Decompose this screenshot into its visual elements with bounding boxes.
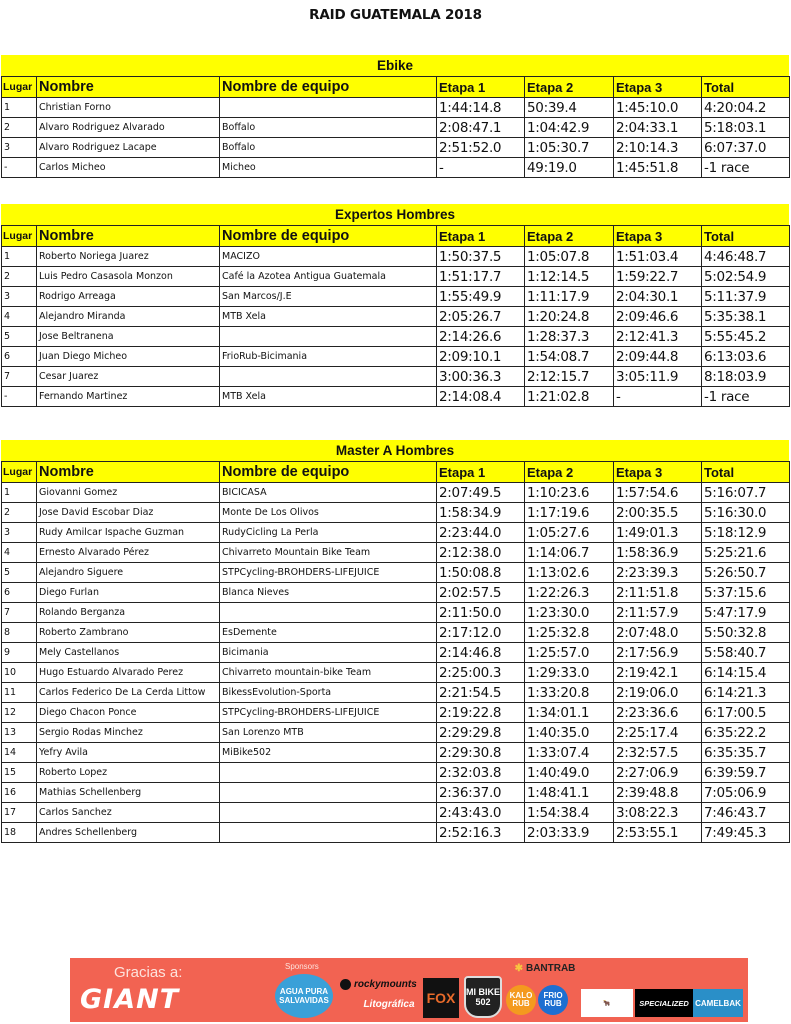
cell-etapa3: 2:09:46.6 — [614, 307, 702, 327]
cell-lugar: 14 — [2, 743, 37, 763]
cell-total: 5:16:30.0 — [702, 503, 790, 523]
cell-nombre: Roberto Zambrano — [37, 623, 220, 643]
cell-equipo: San Lorenzo MTB — [220, 723, 437, 743]
cell-lugar: 16 — [2, 783, 37, 803]
results-table — [1, 225, 790, 407]
column-header-equipo: Nombre de equipo — [220, 462, 437, 483]
fox-logo: FOX — [423, 978, 459, 1018]
cell-equipo: Micheo — [220, 158, 437, 178]
column-header-etapa1: Etapa 1 — [437, 462, 525, 483]
cell-lugar: 6 — [2, 347, 37, 367]
cell-lugar: 3 — [2, 138, 37, 158]
table-row — [2, 367, 790, 387]
table-row — [2, 267, 790, 287]
cell-etapa1: 2:11:50.0 — [437, 603, 525, 623]
cell-etapa2: 1:40:49.0 — [525, 763, 614, 783]
cell-etapa1: 2:05:26.7 — [437, 307, 525, 327]
bantrab-star-icon: ✱ — [514, 962, 523, 974]
table-row — [2, 158, 790, 178]
table-row — [2, 643, 790, 663]
cell-etapa3: 1:45:51.8 — [614, 158, 702, 178]
cell-etapa2: 1:05:07.8 — [525, 247, 614, 267]
cell-total: 6:14:15.4 — [702, 663, 790, 683]
category-title: Master A Hombres — [1, 440, 789, 461]
page-title: RAID GUATEMALA 2018 — [309, 7, 482, 23]
cell-etapa2: 1:17:19.6 — [525, 503, 614, 523]
cell-etapa1: 2:19:22.8 — [437, 703, 525, 723]
cell-etapa3: 2:11:51.8 — [614, 583, 702, 603]
cell-nombre: Giovanni Gomez — [37, 483, 220, 503]
cell-etapa2: 2:12:15.7 — [525, 367, 614, 387]
column-header-etapa3: Etapa 3 — [614, 462, 702, 483]
cell-etapa3: 2:09:44.8 — [614, 347, 702, 367]
table-row — [2, 98, 790, 118]
cell-etapa1: 1:50:37.5 — [437, 247, 525, 267]
cell-total: 4:20:04.2 — [702, 98, 790, 118]
cell-total: 5:47:17.9 — [702, 603, 790, 623]
mibike-text: MI BIKE 502 — [466, 987, 501, 1007]
column-header-etapa3: Etapa 3 — [614, 226, 702, 247]
cell-nombre: Jose David Escobar Diaz — [37, 503, 220, 523]
cell-equipo: STPCycling-BROHDERS-LIFEJUICE — [220, 703, 437, 723]
cell-etapa2: 1:21:02.8 — [525, 387, 614, 407]
cell-lugar: 6 — [2, 583, 37, 603]
table-row — [2, 703, 790, 723]
cell-lugar: 10 — [2, 663, 37, 683]
table-row — [2, 803, 790, 823]
cell-total: 5:37:15.6 — [702, 583, 790, 603]
cell-equipo: MiBike502 — [220, 743, 437, 763]
cell-lugar: 4 — [2, 307, 37, 327]
cell-equipo: Chivarreto mountain-bike Team — [220, 663, 437, 683]
cell-total: 6:35:22.2 — [702, 723, 790, 743]
cell-equipo — [220, 823, 437, 843]
column-header-lugar: Lugar — [2, 462, 37, 483]
cell-etapa3: 2:23:39.3 — [614, 563, 702, 583]
column-header-total: Total — [702, 462, 790, 483]
cell-etapa3: 1:58:36.9 — [614, 543, 702, 563]
table-row — [2, 387, 790, 407]
table-row — [2, 543, 790, 563]
cell-etapa2: 1:29:33.0 — [525, 663, 614, 683]
cell-lugar: 1 — [2, 483, 37, 503]
cell-etapa3: 2:17:56.9 — [614, 643, 702, 663]
cell-lugar: 17 — [2, 803, 37, 823]
cell-etapa2: 1:04:42.9 — [525, 118, 614, 138]
cell-etapa1: 2:14:46.8 — [437, 643, 525, 663]
column-header-nombre: Nombre — [37, 226, 220, 247]
column-header-equipo: Nombre de equipo — [220, 226, 437, 247]
table-row — [2, 483, 790, 503]
cell-nombre: Fernando Martinez — [37, 387, 220, 407]
cell-total: 6:17:00.5 — [702, 703, 790, 723]
cell-etapa1: 2:25:00.3 — [437, 663, 525, 683]
cell-nombre: Rolando Berganza — [37, 603, 220, 623]
cell-etapa1: 2:52:16.3 — [437, 823, 525, 843]
cell-nombre: Alejandro Miranda — [37, 307, 220, 327]
table-row — [2, 287, 790, 307]
cell-etapa3: 1:51:03.4 — [614, 247, 702, 267]
cell-etapa2: 1:48:41.1 — [525, 783, 614, 803]
cell-etapa3: 2:00:35.5 — [614, 503, 702, 523]
cell-etapa2: 49:19.0 — [525, 158, 614, 178]
cell-lugar: 7 — [2, 367, 37, 387]
cell-etapa2: 1:05:30.7 — [525, 138, 614, 158]
column-header-lugar: Lugar — [2, 77, 37, 98]
cell-etapa1: 2:14:26.6 — [437, 327, 525, 347]
cell-etapa2: 1:40:35.0 — [525, 723, 614, 743]
cell-total: 5:58:40.7 — [702, 643, 790, 663]
cell-total: 8:18:03.9 — [702, 367, 790, 387]
giant-logo: GIANT — [80, 984, 180, 1015]
cell-nombre: Alvaro Rodriguez Alvarado — [37, 118, 220, 138]
cell-etapa3: 3:08:22.3 — [614, 803, 702, 823]
cell-lugar: 3 — [2, 523, 37, 543]
cell-nombre: Rudy Amilcar Ispache Guzman — [37, 523, 220, 543]
cell-etapa2: 1:23:30.0 — [525, 603, 614, 623]
cell-total: 5:18:12.9 — [702, 523, 790, 543]
cell-nombre: Roberto Noriega Juarez — [37, 247, 220, 267]
cell-lugar: - — [2, 387, 37, 407]
table-row — [2, 763, 790, 783]
cell-lugar: 8 — [2, 623, 37, 643]
cell-nombre: Hugo Estuardo Alvarado Perez — [37, 663, 220, 683]
cell-nombre: Carlos Sanchez — [37, 803, 220, 823]
table-row — [2, 723, 790, 743]
cell-etapa2: 1:54:38.4 — [525, 803, 614, 823]
cell-total: 5:18:03.1 — [702, 118, 790, 138]
cell-etapa3: - — [614, 387, 702, 407]
table-row — [2, 563, 790, 583]
cell-etapa3: 2:19:06.0 — [614, 683, 702, 703]
cell-equipo: San Marcos/J.E — [220, 287, 437, 307]
table-row — [2, 783, 790, 803]
cell-lugar: 18 — [2, 823, 37, 843]
cell-etapa1: 2:09:10.1 — [437, 347, 525, 367]
cell-nombre: Mely Castellanos — [37, 643, 220, 663]
cell-equipo: MACIZO — [220, 247, 437, 267]
cell-etapa2: 1:33:07.4 — [525, 743, 614, 763]
cell-equipo: MTB Xela — [220, 387, 437, 407]
header-row — [2, 226, 790, 247]
table-row — [2, 603, 790, 623]
cell-etapa2: 2:03:33.9 — [525, 823, 614, 843]
header-row — [2, 77, 790, 98]
table-row — [2, 307, 790, 327]
cell-nombre: Diego Furlan — [37, 583, 220, 603]
cell-nombre: Ernesto Alvarado Pérez — [37, 543, 220, 563]
column-header-etapa1: Etapa 1 — [437, 77, 525, 98]
cell-lugar: 15 — [2, 763, 37, 783]
cell-total: 7:05:06.9 — [702, 783, 790, 803]
table-row — [2, 623, 790, 643]
cell-equipo: MTB Xela — [220, 307, 437, 327]
cell-etapa1: 2:23:44.0 — [437, 523, 525, 543]
column-header-lugar: Lugar — [2, 226, 37, 247]
cell-etapa3: 2:11:57.9 — [614, 603, 702, 623]
cell-etapa1: 2:02:57.5 — [437, 583, 525, 603]
cell-total: 4:46:48.7 — [702, 247, 790, 267]
cell-equipo: Monte De Los Olivos — [220, 503, 437, 523]
table-row — [2, 118, 790, 138]
specialized-logo: SPECIALIZED — [635, 989, 693, 1017]
table-row — [2, 503, 790, 523]
sponsor-banner — [70, 958, 748, 1022]
friorub-logo: FRIO RUB — [538, 985, 568, 1015]
cell-etapa3: 2:23:36.6 — [614, 703, 702, 723]
cell-etapa2: 1:20:24.8 — [525, 307, 614, 327]
cell-etapa3: 3:05:11.9 — [614, 367, 702, 387]
kalorub-logo: KALO RUB — [506, 985, 536, 1015]
cell-etapa1: 1:58:34.9 — [437, 503, 525, 523]
mibike-shield-icon — [464, 976, 502, 1018]
cell-equipo: Boffalo — [220, 138, 437, 158]
table-row — [2, 347, 790, 367]
cell-total: 6:13:03.6 — [702, 347, 790, 367]
cell-etapa1: 3:00:36.3 — [437, 367, 525, 387]
bantrab-logo — [500, 961, 590, 975]
cell-etapa1: 1:44:14.8 — [437, 98, 525, 118]
cell-nombre: Sergio Rodas Minchez — [37, 723, 220, 743]
cell-etapa3: 2:07:48.0 — [614, 623, 702, 643]
cell-etapa1: - — [437, 158, 525, 178]
column-header-etapa1: Etapa 1 — [437, 226, 525, 247]
cell-equipo: BICICASA — [220, 483, 437, 503]
cell-etapa3: 2:25:17.4 — [614, 723, 702, 743]
cell-total: -1 race — [702, 158, 790, 178]
cell-etapa1: 1:55:49.9 — [437, 287, 525, 307]
cell-etapa3: 2:53:55.1 — [614, 823, 702, 843]
camelbak-logo: CAMELBAK — [693, 989, 743, 1017]
results-section — [1, 440, 789, 843]
cell-nombre: Cesar Juarez — [37, 367, 220, 387]
rockymounts-logo — [340, 976, 426, 992]
cell-etapa1: 2:21:54.5 — [437, 683, 525, 703]
cell-total: 6:39:59.7 — [702, 763, 790, 783]
cell-total: 6:14:21.3 — [702, 683, 790, 703]
cell-etapa3: 2:04:33.1 — [614, 118, 702, 138]
cell-etapa3: 1:49:01.3 — [614, 523, 702, 543]
cell-equipo: STPCycling-BROHDERS-LIFEJUICE — [220, 563, 437, 583]
cell-total: 5:25:21.6 — [702, 543, 790, 563]
cell-etapa3: 2:27:06.9 — [614, 763, 702, 783]
cell-nombre: Jose Beltranena — [37, 327, 220, 347]
table-row — [2, 743, 790, 763]
column-header-etapa2: Etapa 2 — [525, 226, 614, 247]
cell-total: -1 race — [702, 387, 790, 407]
cell-lugar: 13 — [2, 723, 37, 743]
cell-etapa1: 2:14:08.4 — [437, 387, 525, 407]
cell-equipo — [220, 783, 437, 803]
cell-nombre: Luis Pedro Casasola Monzon — [37, 267, 220, 287]
moto-club-logo: 🐂 — [581, 989, 633, 1017]
cell-nombre: Carlos Micheo — [37, 158, 220, 178]
cell-etapa1: 1:51:17.7 — [437, 267, 525, 287]
cell-equipo: Boffalo — [220, 118, 437, 138]
table-row — [2, 523, 790, 543]
cell-etapa3: 1:59:22.7 — [614, 267, 702, 287]
cell-lugar: 4 — [2, 543, 37, 563]
table-row — [2, 823, 790, 843]
cell-lugar: 12 — [2, 703, 37, 723]
cell-total: 6:07:37.0 — [702, 138, 790, 158]
column-header-equipo: Nombre de equipo — [220, 77, 437, 98]
cell-etapa2: 1:12:14.5 — [525, 267, 614, 287]
cell-equipo: Café la Azotea Antigua Guatemala — [220, 267, 437, 287]
table-row — [2, 683, 790, 703]
cell-lugar: 1 — [2, 98, 37, 118]
cell-etapa3: 2:04:30.1 — [614, 287, 702, 307]
cell-etapa1: 2:36:37.0 — [437, 783, 525, 803]
column-header-nombre: Nombre — [37, 462, 220, 483]
cell-equipo: RudyCicling La Perla — [220, 523, 437, 543]
table-row — [2, 247, 790, 267]
column-header-etapa2: Etapa 2 — [525, 462, 614, 483]
cell-etapa3: 2:32:57.5 — [614, 743, 702, 763]
category-title: Expertos Hombres — [1, 204, 789, 225]
cell-etapa1: 2:29:29.8 — [437, 723, 525, 743]
rockymounts-icon — [340, 979, 351, 990]
cell-lugar: 7 — [2, 603, 37, 623]
rockymounts-text: rockymounts — [354, 978, 417, 990]
cell-total: 7:49:45.3 — [702, 823, 790, 843]
cell-etapa2: 1:25:32.8 — [525, 623, 614, 643]
table-row — [2, 138, 790, 158]
cell-nombre: Diego Chacon Ponce — [37, 703, 220, 723]
cell-nombre: Juan Diego Micheo — [37, 347, 220, 367]
mibike-logo — [463, 976, 503, 1018]
cell-etapa1: 2:12:38.0 — [437, 543, 525, 563]
table-row — [2, 663, 790, 683]
results-table — [1, 76, 790, 178]
header-row — [2, 462, 790, 483]
cell-etapa1: 2:08:47.1 — [437, 118, 525, 138]
salvavidas-logo: AGUA PURA SALVAVIDAS — [275, 974, 333, 1018]
thanks-label: Gracias a: — [114, 964, 183, 981]
cell-lugar: 2 — [2, 267, 37, 287]
cell-equipo: Blanca Nieves — [220, 583, 437, 603]
cell-nombre: Alvaro Rodriguez Lacape — [37, 138, 220, 158]
cell-equipo — [220, 763, 437, 783]
cell-etapa3: 1:45:10.0 — [614, 98, 702, 118]
cell-nombre: Mathias Schellenberg — [37, 783, 220, 803]
cell-nombre: Roberto Lopez — [37, 763, 220, 783]
cell-etapa2: 1:25:57.0 — [525, 643, 614, 663]
cell-etapa1: 2:32:03.8 — [437, 763, 525, 783]
cell-etapa1: 2:29:30.8 — [437, 743, 525, 763]
cell-nombre: Alejandro Siguere — [37, 563, 220, 583]
cell-equipo — [220, 603, 437, 623]
cell-nombre: Carlos Federico De La Cerda Littow — [37, 683, 220, 703]
cell-etapa2: 1:28:37.3 — [525, 327, 614, 347]
column-header-total: Total — [702, 77, 790, 98]
results-section — [1, 55, 789, 178]
cell-lugar: 3 — [2, 287, 37, 307]
cell-equipo: BikessEvolution-Sporta — [220, 683, 437, 703]
cell-etapa1: 2:07:49.5 — [437, 483, 525, 503]
cell-nombre: Rodrigo Arreaga — [37, 287, 220, 307]
results-section — [1, 204, 789, 407]
cell-etapa1: 2:51:52.0 — [437, 138, 525, 158]
cell-etapa3: 2:12:41.3 — [614, 327, 702, 347]
column-header-nombre: Nombre — [37, 77, 220, 98]
cell-lugar: 2 — [2, 118, 37, 138]
cell-etapa1: 1:50:08.8 — [437, 563, 525, 583]
cell-total: 5:26:50.7 — [702, 563, 790, 583]
cell-lugar: 11 — [2, 683, 37, 703]
cell-total: 6:35:35.7 — [702, 743, 790, 763]
cell-etapa1: 2:17:12.0 — [437, 623, 525, 643]
cell-etapa3: 2:19:42.1 — [614, 663, 702, 683]
cell-nombre: Andres Schellenberg — [37, 823, 220, 843]
cell-etapa3: 2:10:14.3 — [614, 138, 702, 158]
cell-etapa2: 1:33:20.8 — [525, 683, 614, 703]
cell-etapa2: 1:11:17.9 — [525, 287, 614, 307]
cell-total: 5:16:07.7 — [702, 483, 790, 503]
cell-total: 5:55:45.2 — [702, 327, 790, 347]
cell-etapa2: 1:10:23.6 — [525, 483, 614, 503]
cell-etapa2: 1:05:27.6 — [525, 523, 614, 543]
cell-equipo — [220, 327, 437, 347]
results-table — [1, 461, 790, 843]
cell-lugar: 2 — [2, 503, 37, 523]
cell-etapa2: 1:34:01.1 — [525, 703, 614, 723]
table-row — [2, 583, 790, 603]
bantrab-text: BANTRAB — [525, 962, 576, 974]
table-row — [2, 327, 790, 347]
cell-lugar: - — [2, 158, 37, 178]
cell-lugar: 5 — [2, 327, 37, 347]
litografica-logo: Litográfica — [363, 998, 415, 1010]
category-title: Ebike — [1, 55, 789, 76]
cell-lugar: 1 — [2, 247, 37, 267]
column-header-total: Total — [702, 226, 790, 247]
cell-etapa3: 1:57:54.6 — [614, 483, 702, 503]
column-header-etapa3: Etapa 3 — [614, 77, 702, 98]
cell-total: 5:50:32.8 — [702, 623, 790, 643]
column-header-etapa2: Etapa 2 — [525, 77, 614, 98]
cell-etapa2: 1:14:06.7 — [525, 543, 614, 563]
cell-equipo: Chivarreto Mountain Bike Team — [220, 543, 437, 563]
cell-etapa2: 50:39.4 — [525, 98, 614, 118]
cell-etapa2: 1:13:02.6 — [525, 563, 614, 583]
cell-total: 7:46:43.7 — [702, 803, 790, 823]
cell-etapa3: 2:39:48.8 — [614, 783, 702, 803]
cell-etapa1: 2:43:43.0 — [437, 803, 525, 823]
cell-nombre: Yefry Avila — [37, 743, 220, 763]
cell-equipo: Bicimania — [220, 643, 437, 663]
cell-total: 5:35:38.1 — [702, 307, 790, 327]
cell-equipo: EsDemente — [220, 623, 437, 643]
sponsors-label: Sponsors — [285, 962, 319, 971]
cell-equipo — [220, 98, 437, 118]
cell-etapa2: 1:54:08.7 — [525, 347, 614, 367]
cell-lugar: 9 — [2, 643, 37, 663]
cell-etapa2: 1:22:26.3 — [525, 583, 614, 603]
cell-nombre: Christian Forno — [37, 98, 220, 118]
cell-total: 5:11:37.9 — [702, 287, 790, 307]
cell-total: 5:02:54.9 — [702, 267, 790, 287]
cell-lugar: 5 — [2, 563, 37, 583]
cell-equipo — [220, 803, 437, 823]
cell-equipo — [220, 367, 437, 387]
cell-equipo: FrioRub-Bicimania — [220, 347, 437, 367]
